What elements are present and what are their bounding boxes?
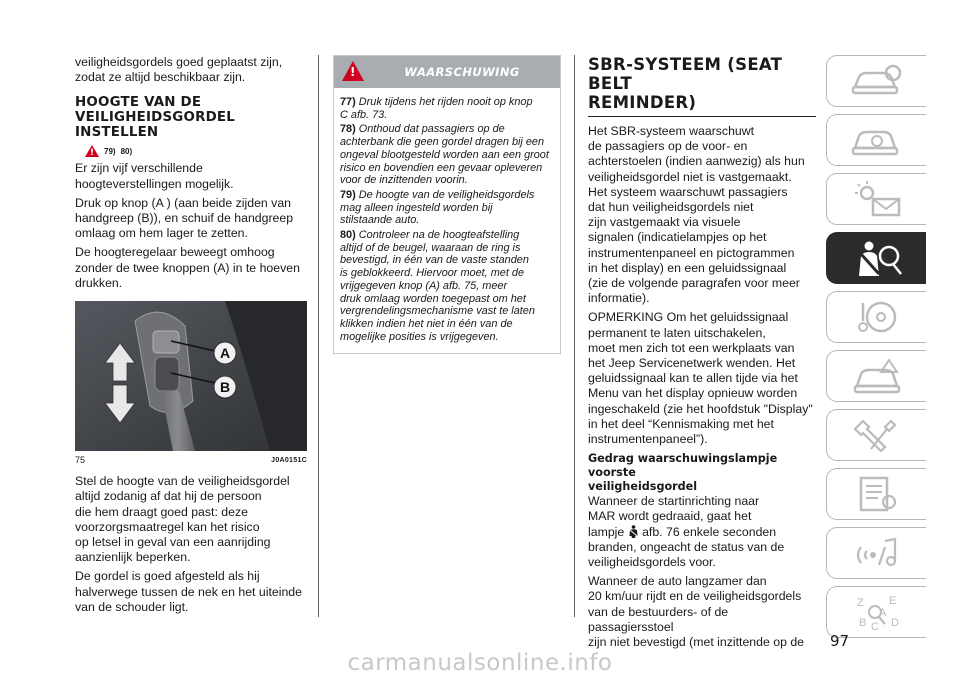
section-heading-sbr: SBR-SYSTEEM (SEAT BELT REMINDER) [588,55,816,117]
tab-emergency[interactable] [826,350,926,402]
paragraph-lower: Druk op knop (A ) (aan beide zijden van handgreep (B)), en schuif de handgreep omlaag om hem lager te zetten. [75,195,294,241]
paragraph-note: OPMERKING Om het geluidssignaal permanent te laten uitschakelen, moet men zich tot een werkplaats van het Jeep Servicenetwerk wenden. Het geluidssignaal kan te allen tijde via het Menu van het display opnieuw worden ingeschakeld (zie het hoofdstuk "Display" in het deel “Kennismaking met het instrumentenpaneel”). [588,310,813,447]
paragraph-raise: De hoogteregelaar beweegt omhoog zonder de twee knoppen (A) in te hoeven drukken. [75,245,300,290]
section-heading-height: HOOGTE VAN DE VEILIGHEIDSGORDEL INSTELLEN [75,95,235,141]
column-middle [333,55,561,354]
warning-triangle-icon [342,61,364,81]
warning-item-78: 78) Onthoud dat passagiers op de achterbank die geen gordel dragen bij een ongeval blootgesteld worden aan een groot risico en bovendien een gevaar opleveren voor de inzittenden voorin. [340,123,549,187]
warning-box [333,55,561,354]
tab-starting-driving[interactable] [826,291,926,343]
svg-text:E: E [888,595,896,607]
svg-text:C: C [870,621,879,632]
figure-code: J0A0151C [271,457,307,465]
subheading-front-belt-lamp: Gedrag waarschuwingslampje voorste veiligheidsgordel [588,452,778,494]
car-emergency-icon [849,356,905,396]
paragraph-adjust-height: Stel de hoogte van de veiligheidsgordel altijd zodanig af dat hij de persoon die hem draagt goed past: deze voorzorgsmaatregel kan het risico op letsel in geval van een aanrijding aanzienlijk beperken. [75,474,290,565]
svg-text:B: B [858,617,866,629]
tab-maintenance[interactable] [826,409,926,461]
alphabetical-index-icon [849,592,905,632]
multimedia-icon [849,533,905,573]
tab-safety[interactable] [826,232,926,284]
seatbelt-lamp-icon [628,525,639,538]
column-right [588,55,816,654]
paragraph-sbr-intro: Het SBR-systeem waarschuwt de passagiers op de voor- en achterstoelen (indien aanwezig) als hun veiligheidsgordel niet is vastgemaakt. Het systeem waarschuwt passagiers dat hun veiligheidsgordels niet zijn vastgemaakt via visuele signalen (indicatielampjes op het instrumentenpaneel en pictogrammen in het display) en een geluidssignaal (zie de volgende paragrafen voor meer informatie). [588,124,805,306]
warning-header [334,56,560,88]
seatbelt-airbag-icon [849,238,905,278]
warning-references [85,143,307,159]
figure-label-b: B [219,379,231,396]
warning-title: WAARSCHUWING [404,65,520,79]
svg-text:D: D [890,617,899,629]
belt-adjuster-illustration [75,301,307,451]
tab-dashboard[interactable] [826,55,926,107]
svg-text:Z: Z [856,597,864,609]
paragraph-adjustments: Er zijn vijf verschillende hoogteverstellingen mogelijk. [75,161,234,191]
warning-body [334,88,560,353]
warning-item-79: 79) De hoogte van de veiligheidsgordels mag alleen ingesteld worden bij stilstaande auto. [340,188,535,227]
column-divider [574,55,575,617]
steering-wheel-icon [849,297,905,337]
column-left [75,55,307,619]
tab-multimedia[interactable] [826,527,926,579]
technical-data-icon [849,474,905,514]
wrench-tools-icon [849,415,905,455]
warning-item-80: 80) Controleer na de hoogteafstelling altijd of de beugel, waaraan de ring is bevestigd, in één van de vaste standen is geblokkeerd. Hiervoor moet, met de vrijgegeven knop (A) afb. 75, meer druk omlaag worden toegepast om het vergrendelingsmechanisme vast te laten klikken indien het niet in één van de mogelijke posities is vrijgegeven. [340,229,535,343]
figure-label-a: A [219,345,231,362]
warning-item-77: 77) Druk tijdens het rijden nooit op knop C afb. 73. [340,96,533,121]
tab-technical-data[interactable] [826,468,926,520]
paragraph-startup: Wanneer de startinrichting naar MAR wordt gedraaid, gaat het lampje afb. 76 enkele seconden branden, ongeacht de status van de veiligheidsgordels voor. [588,494,785,570]
tab-index[interactable] [826,586,926,638]
svg-text:A: A [878,607,886,619]
warning-triangle-icon [85,145,99,157]
column-divider [318,55,319,617]
figure-caption [75,453,307,468]
tab-lights-warnings[interactable] [826,173,926,225]
warning-ref-80[interactable]: 80) [120,146,133,156]
light-warning-icon [849,179,905,219]
car-dashboard-icon [849,61,905,101]
figure-belt-height-adjuster [75,301,307,451]
watermark: carmanualsonline.info [347,650,613,676]
car-info-icon [849,120,905,160]
tab-car-info[interactable] [826,114,926,166]
paragraph-correct-fit: De gordel is goed afgesteld als hij halverwege tussen de nek en het uiteinde van de schouder ligt. [75,569,302,614]
page-number: 97 [830,632,850,650]
warning-ref-79[interactable]: 79) [104,146,116,156]
chapter-tabs [826,55,926,645]
figure-number: 75 [75,455,86,466]
paragraph-speed: Wanneer de auto langzamer dan 20 km/uur rijdt en de veiligheidsgordels van de bestuurders- of de passagiersstoel zijn niet bevestigd (met inzittende op de [588,574,805,650]
intro-text: veiligheidsgordels goed geplaatst zijn, zodat ze altijd beschikbaar zijn. [75,55,283,85]
